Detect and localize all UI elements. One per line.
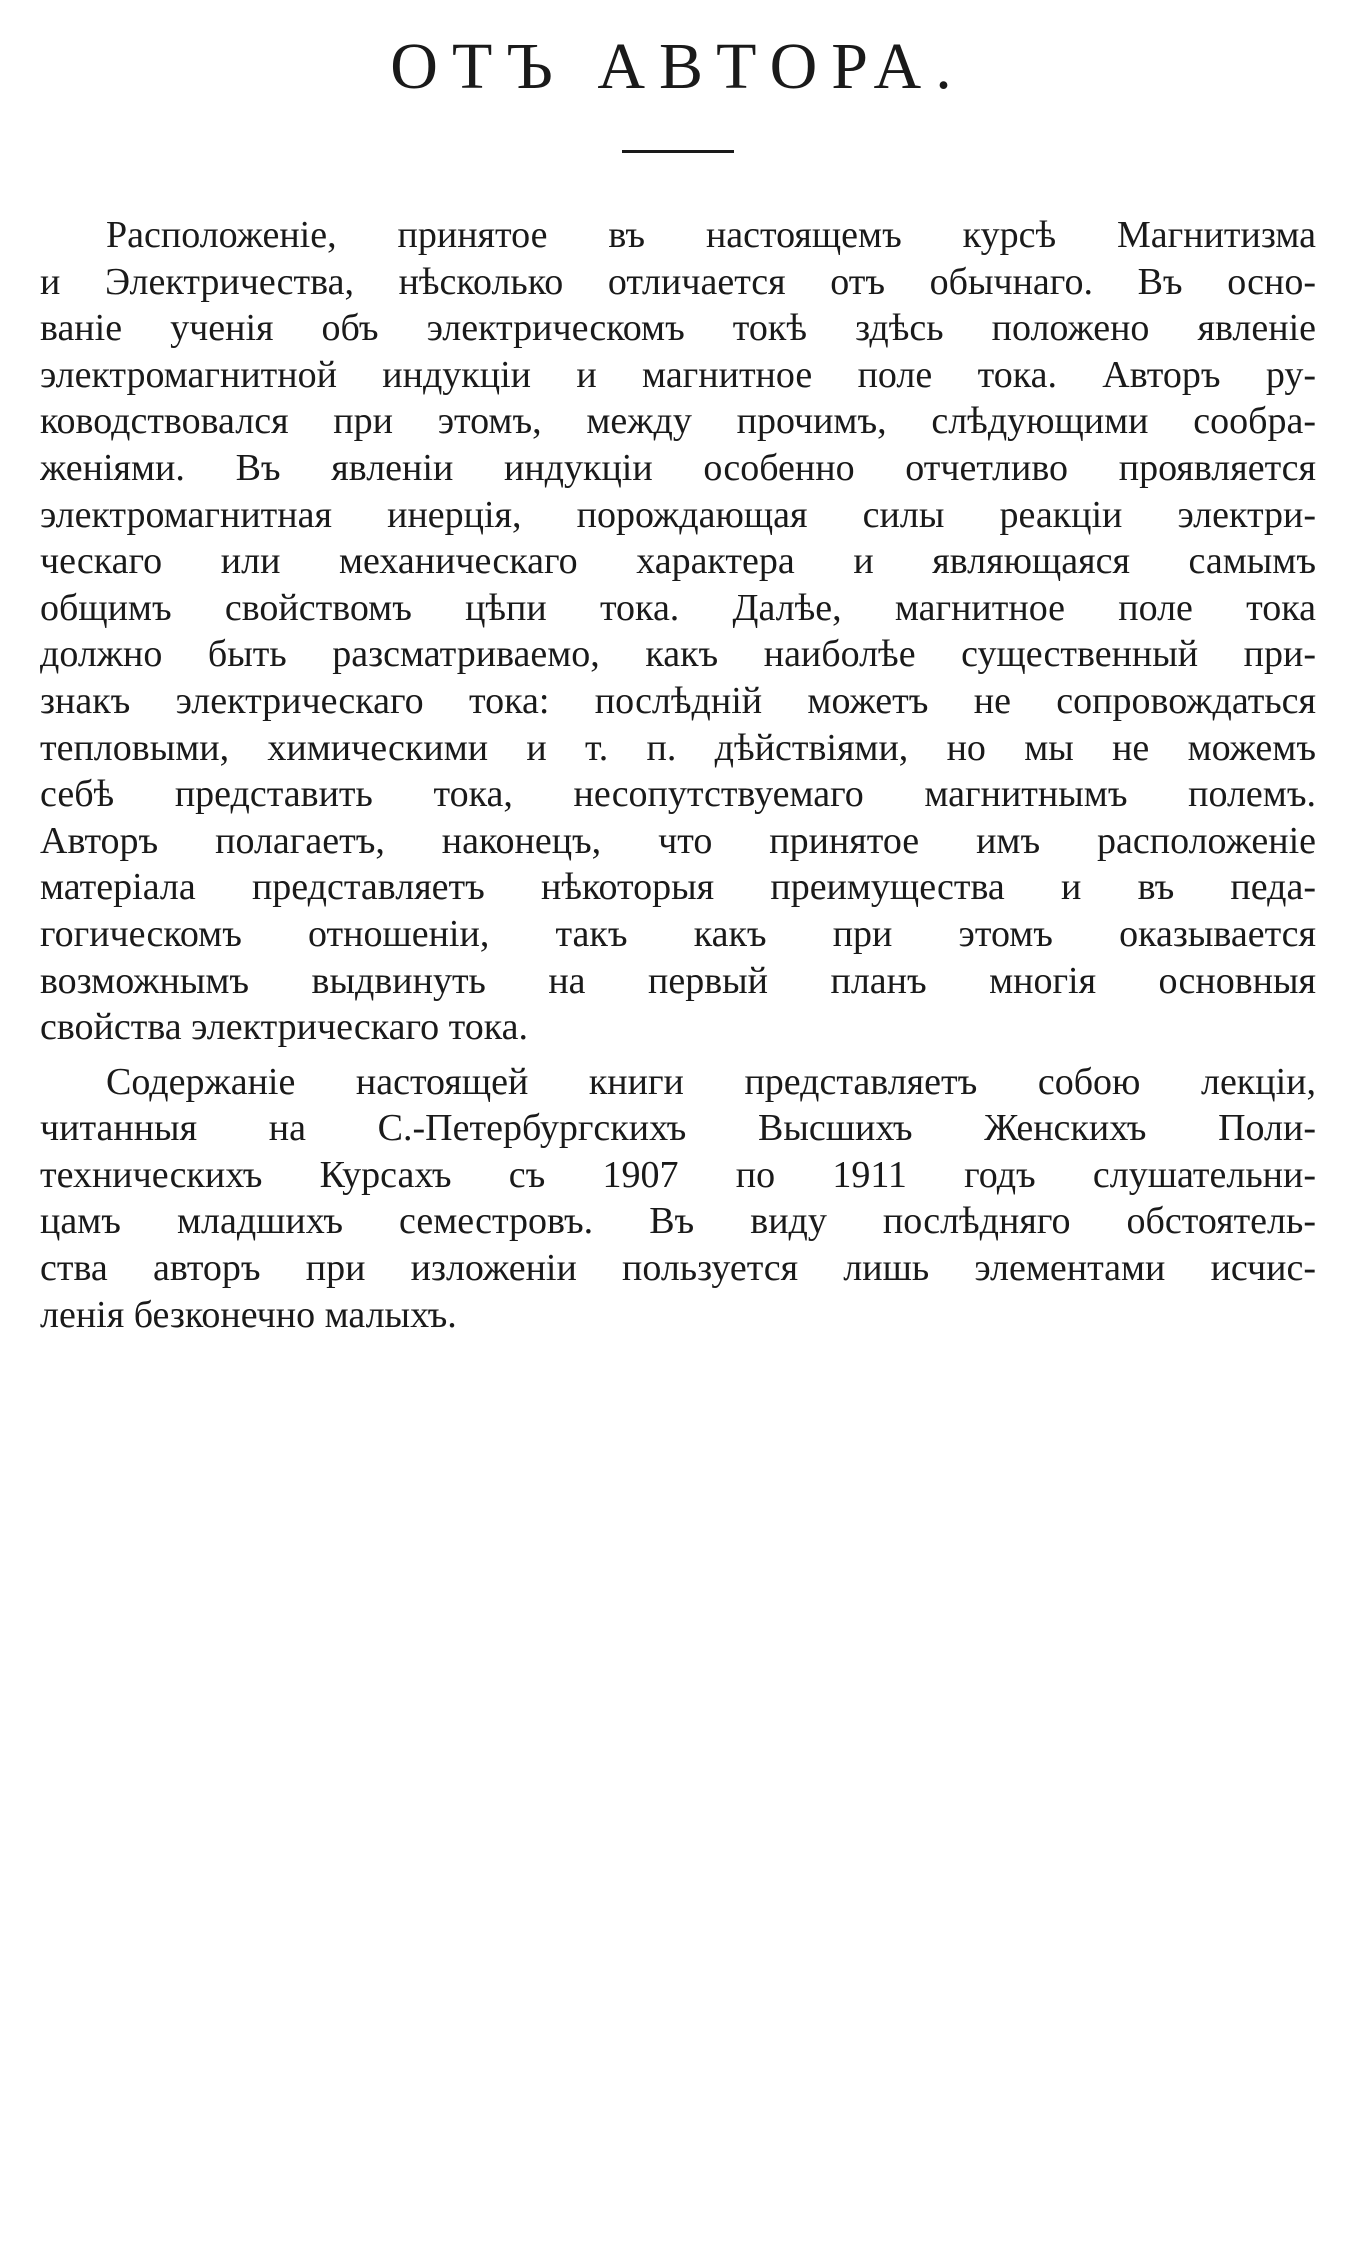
text-line: электромагнитной индукціи и магнитное поле тока. Авторъ ру-	[40, 353, 1316, 396]
text-line: знакъ электрическаго тока: послѣдній можетъ не сопровождаться	[40, 679, 1316, 722]
text-line: электромагнитная инерція, порождающая силы реакціи электри-	[40, 493, 1316, 536]
text-line: возможнымъ выдвинуть на первый планъ многія основныя	[40, 959, 1316, 1002]
text-line: гогическомъ отношеніи, такъ какъ при этомъ оказывается	[40, 912, 1316, 955]
text-line: должно быть разсматриваемо, какъ наиболѣе существенный при-	[40, 633, 1316, 676]
body-text	[40, 212, 1316, 1338]
text-line: Расположеніе, принятое въ настоящемъ курсѣ Магнитизма	[106, 214, 1316, 256]
text-line: цамъ младшихъ семестровъ. Въ виду послѣдняго обстоятель-	[40, 1200, 1316, 1243]
page-title: ОТЪ АВТОРА.	[390, 30, 966, 103]
text-line: Авторъ полагаетъ, наконецъ, что принятое имъ расположеніе	[40, 819, 1316, 862]
text-line: ваніе ученія объ электрическомъ токѣ здѣсь положено явленіе	[40, 307, 1316, 350]
text-line: матеріала представляетъ нѣкоторыя преимущества и въ педа-	[40, 866, 1316, 909]
text-line: ства авторъ при изложеніи пользуется лишь элементами исчис-	[40, 1247, 1316, 1290]
text-line: читанныя на С.-Петербургскихъ Высшихъ Женскихъ Поли-	[40, 1107, 1316, 1150]
text-line: ководствовался при этомъ, между прочимъ, слѣдующими сообра-	[40, 400, 1316, 443]
text-line: Содержаніе настоящей книги представляетъ собою лекціи,	[106, 1060, 1316, 1103]
text-line: тепловыми, химическими и т. п. дѣйствіями, но мы не можемъ	[40, 726, 1316, 769]
text-line: себѣ представить тока, несопутствуемаго магнитнымъ полемъ.	[40, 773, 1316, 816]
text-line: свойства электрическаго тока.	[40, 1006, 529, 1049]
text-line: ческаго или механическаго характера и являющаяся самымъ	[40, 540, 1316, 583]
text-line: женіями. Въ явленіи индукціи особенно отчетливо проявляется	[40, 446, 1316, 489]
text-line: ленія безконечно малыхъ.	[40, 1293, 457, 1336]
title-divider	[622, 150, 734, 153]
paragraph-2	[40, 1059, 1316, 1339]
paragraph-spacer	[40, 1051, 1316, 1059]
text-line: общимъ свойствомъ цѣпи тока. Далѣе, магнитное поле тока	[40, 586, 1316, 629]
paragraph-1	[40, 212, 1316, 1051]
text-line: техническихъ Курсахъ съ 1907 по 1911 годъ слушательни-	[40, 1153, 1316, 1196]
text-line: и Электричества, нѣсколько отличается отъ обычнаго. Въ осно-	[40, 260, 1316, 303]
